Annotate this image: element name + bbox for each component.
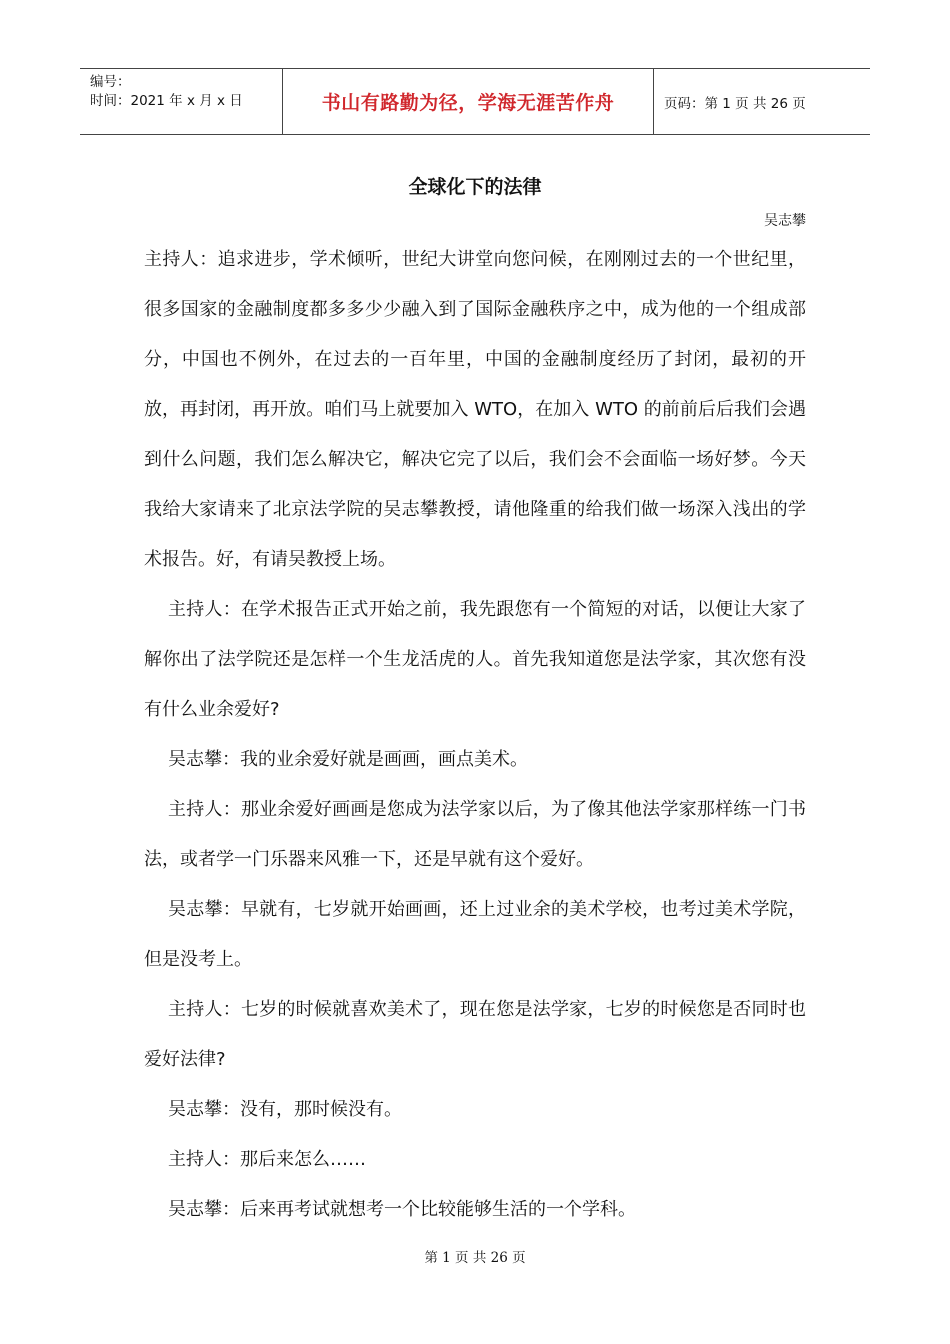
paragraph: 主持人：七岁的时候就喜欢美术了，现在您是法学家，七岁的时候您是否同时也爱好法律? <box>144 999 806 1070</box>
document-header-table <box>80 68 870 135</box>
date-label: 时间：2021 年 x 月 x 日 <box>90 93 243 109</box>
paragraph: 吴志攀：没有，那时候没有。 <box>168 1099 402 1120</box>
paragraph: 主持人：追求进步，学术倾听，世纪大讲堂向您问候，在刚刚过去的一个世纪里，很多国家的金融制度都多多少少融入到了国际金融秩序之中，成为他的一个组成部分，中国也不例外，在过去的一百年里，中国的金融制度经历了封闭，最初的开放，再封闭，再开放。咱们马上就要加入 WTO，在加入 WTO 的前前后后我们会遇到什么问题，我们怎么解决它，解决它完了以后，我们会不会面临一场好梦。今天我给大家请来了北京法学院的吴志攀教授，请他隆重的给我们做一场深入浅出的学术报告。好，有请吴教授上场。 <box>144 249 806 570</box>
document-body <box>144 235 806 1235</box>
header-page-label: 页码：第 1 页 共 26 页 <box>664 95 806 112</box>
paragraph: 吴志攀：我的业余爱好就是画画，画点美术。 <box>168 749 528 770</box>
header-motto: 书山有路勤为径，学海无涯苦作舟 <box>282 69 654 134</box>
paragraph: 主持人：那业余爱好画画是您成为法学家以后，为了像其他法学家那样练一门书法，或者学一门乐器来风雅一下，还是早就有这个爱好。 <box>144 799 806 870</box>
paragraph: 吴志攀：早就有，七岁就开始画画，还上过业余的美术学校，也考过美术学院，但是没考上。 <box>144 899 806 970</box>
paragraph: 吴志攀：后来再考试就想考一个比较能够生活的一个学科。 <box>168 1199 636 1220</box>
number-label: 编号： <box>90 74 131 90</box>
paragraph: 主持人：那后来怎么…… <box>168 1149 366 1170</box>
paragraph: 主持人：在学术报告正式开始之前，我先跟您有一个简短的对话，以便让大家了解你出了法学院还是怎样一个生龙活虎的人。首先我知道您是法学家，其次您有没有什么业余爱好? <box>144 599 806 720</box>
header-info-cell <box>80 69 282 134</box>
document-title: 全球化下的法律 <box>408 176 542 198</box>
document-author: 吴志攀 <box>764 213 806 229</box>
page-footer: 第 1 页 共 26 页 <box>424 1250 526 1266</box>
